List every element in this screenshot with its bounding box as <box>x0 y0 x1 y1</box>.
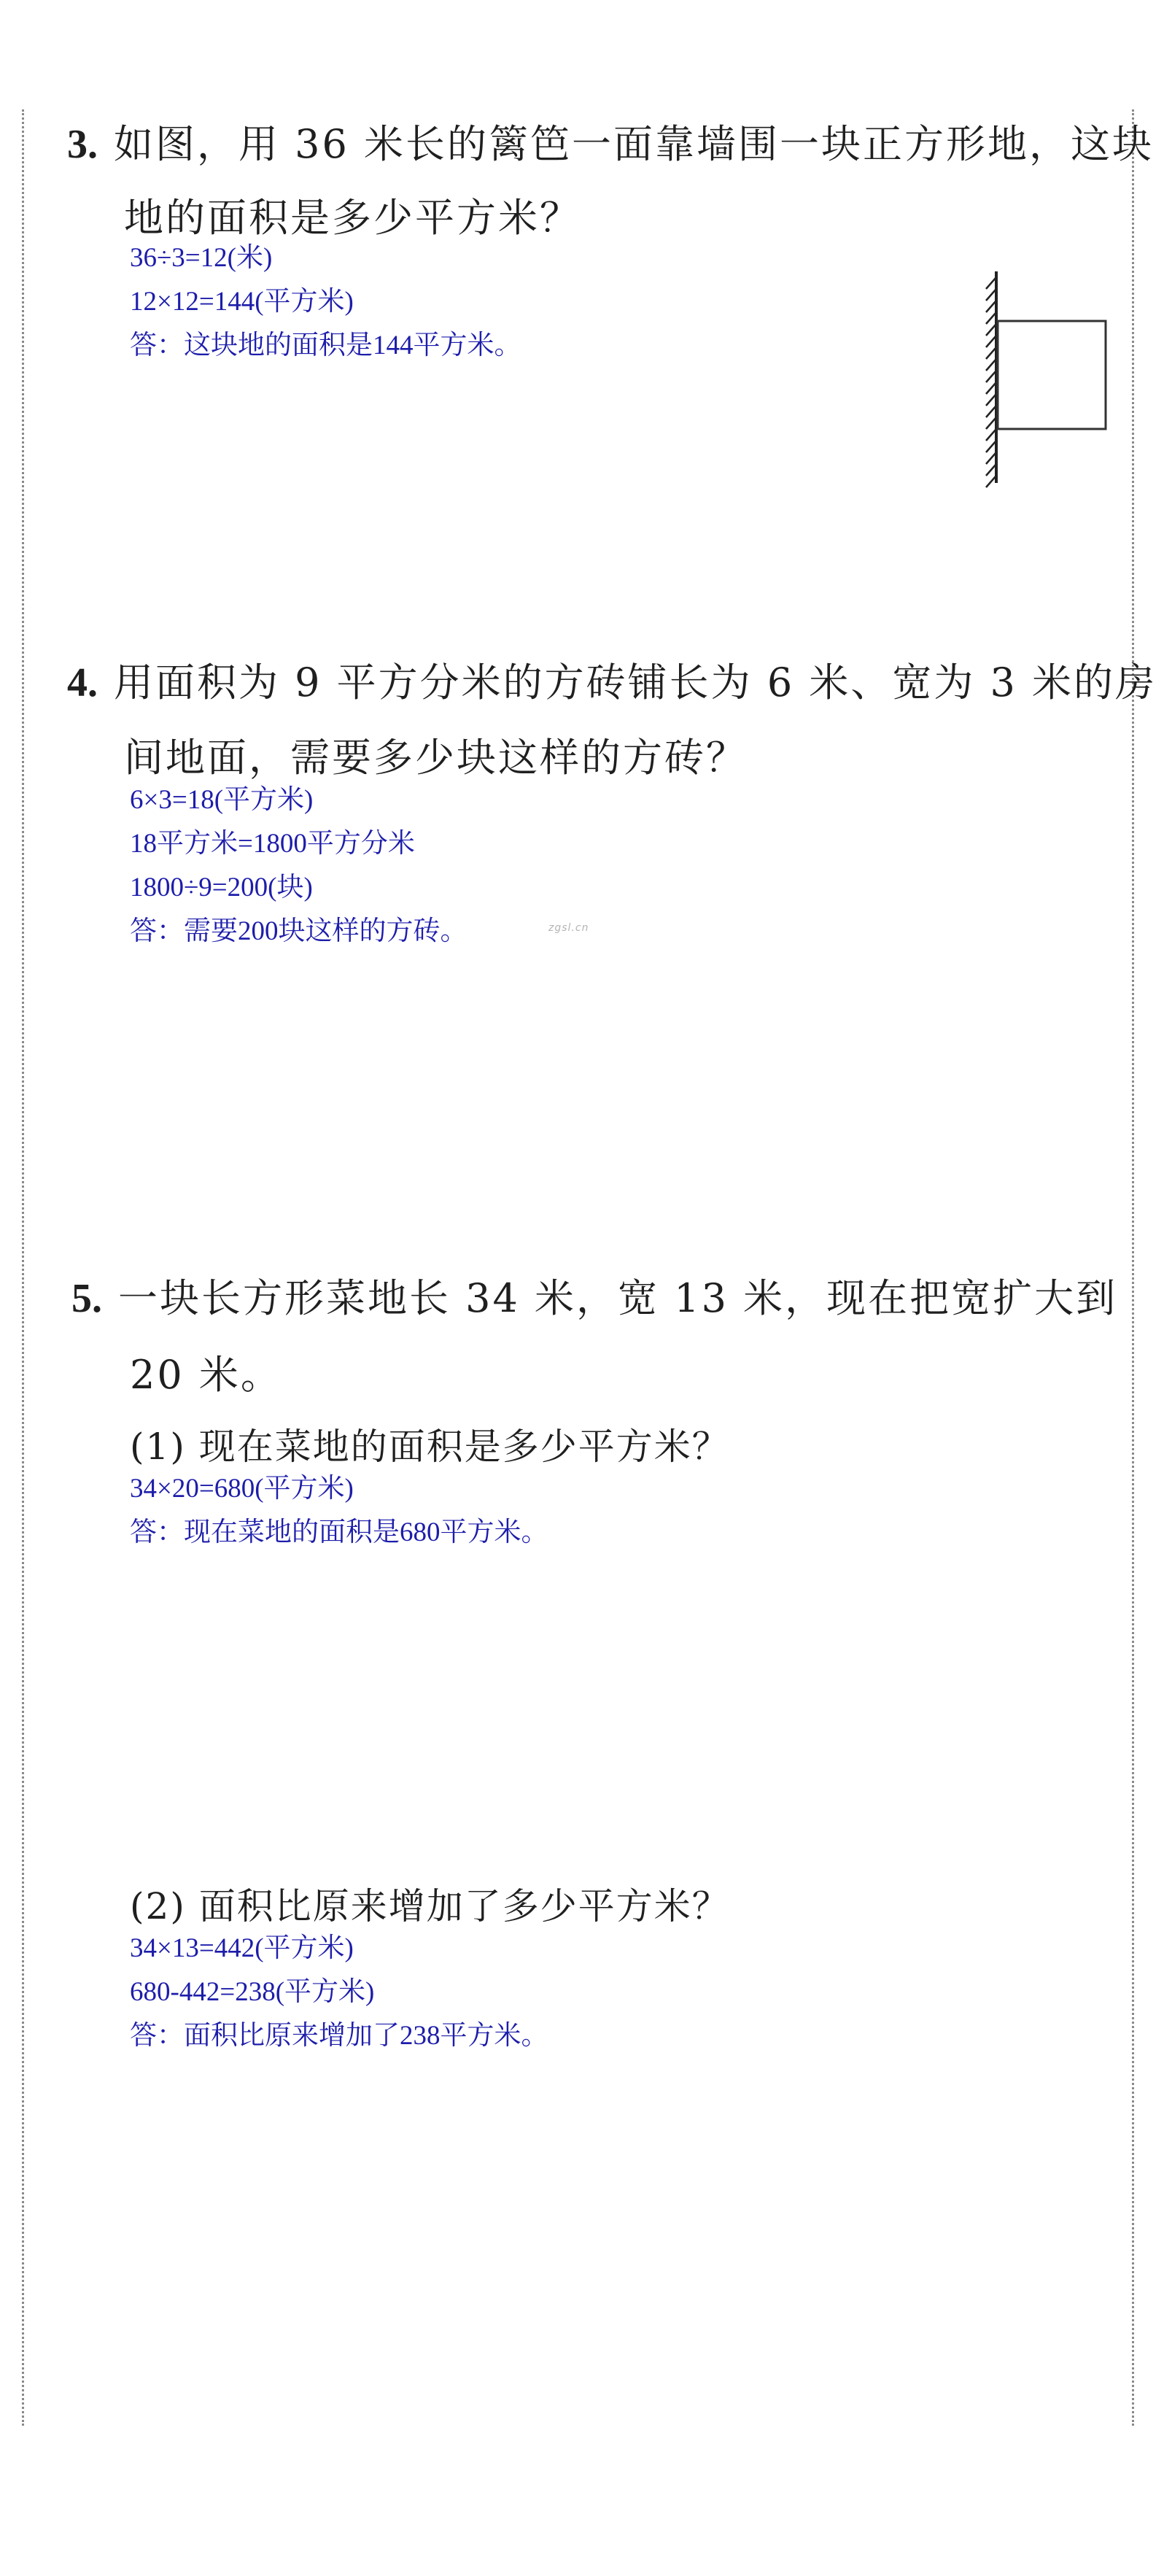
answer-4-line-2: 18平方米=1800平方分米 <box>130 829 415 859</box>
wall-square-icon <box>970 270 1116 489</box>
left-margin-dots <box>22 109 24 2426</box>
question-4-line-2: 间地面，需要多少块这样的方砖？ <box>124 735 748 781</box>
question-3-line-1 <box>67 121 1155 167</box>
answer-5-1-line-1: 34×20=680(平方米) <box>130 1474 354 1504</box>
answer-4-line-1: 6×3=18(平方米) <box>130 785 314 815</box>
answer-3-line-3: 答：这块地的面积是144平方米。 <box>130 330 521 360</box>
answer-4-line-4: 答：需要200块这样的方砖。 <box>130 916 467 946</box>
watermark-stamp: zgsl.cn <box>548 922 589 934</box>
question-5-line-1 <box>71 1275 1118 1321</box>
question-4-text-1: 用面积为 9 平方分米的方砖铺长为 6 米、宽为 3 米的房 <box>114 660 1157 705</box>
answer-3-line-2: 12×12=144(平方米) <box>130 287 354 317</box>
question-3-line-2: 地的面积是多少平方米？ <box>124 195 581 241</box>
question-5-line-2: 20 米。 <box>130 1352 282 1398</box>
answer-3-line-1: 36÷3=12(米) <box>130 243 273 273</box>
answer-5-2-line-2: 680-442=238(平方米) <box>130 1977 375 2007</box>
question-5-part-2: (2) 面积比原来增加了多少平方米？ <box>130 1885 730 1927</box>
answer-5-1-line-2: 答：现在菜地的面积是680平方米。 <box>130 1517 548 1547</box>
answer-5-2-line-1: 34×13=442(平方米) <box>130 1933 354 1963</box>
answer-4-line-3: 1800÷9=200(块) <box>130 873 313 902</box>
question-3-text-1: 如图，用 36 米长的篱笆一面靠墙围一块正方形地，这块 <box>114 121 1155 167</box>
question-5-number: 5. <box>71 1276 102 1321</box>
question-3-number: 3. <box>67 122 98 167</box>
question-5-text-1: 一块长方形菜地长 34 米，宽 13 米，现在把宽扩大到 <box>118 1275 1118 1321</box>
right-margin-dots <box>1132 109 1134 2426</box>
question-5-part-1: (1) 现在菜地的面积是多少平方米？ <box>130 1426 730 1468</box>
answer-5-2-line-3: 答：面积比原来增加了238平方米。 <box>130 2021 548 2051</box>
question-4-line-1 <box>67 662 1157 703</box>
question-4-number: 4. <box>67 660 98 705</box>
